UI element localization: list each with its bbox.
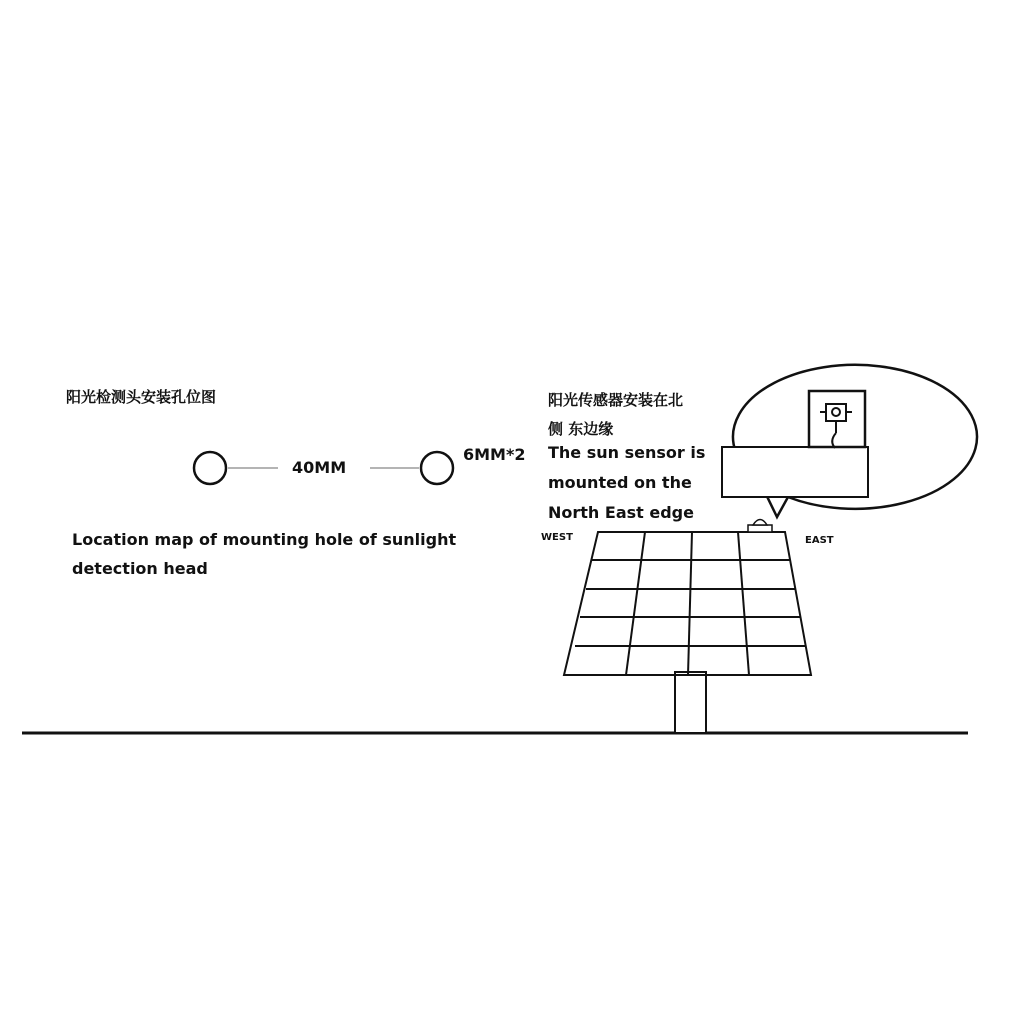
callout-panel-edge xyxy=(722,447,868,497)
support-post xyxy=(675,672,706,733)
hole-map-caption-line1: Location map of mounting hole of sunlight xyxy=(72,530,457,549)
west-label: WEST xyxy=(541,532,573,543)
sun-sensor-on-panel xyxy=(748,520,772,533)
sensor-note-zh-line2: 侧 东边缘 xyxy=(548,420,614,438)
sensor-note-en-line1: The sun sensor is xyxy=(548,443,706,462)
callout-sensor-plate xyxy=(809,391,865,447)
sensor-note-en-line2: mounted on the xyxy=(548,473,692,492)
solar-panel xyxy=(564,532,811,675)
spacing-label: 40MM xyxy=(292,458,347,477)
mounting-hole-right xyxy=(421,452,453,484)
hole-map-caption-line2: detection head xyxy=(72,559,208,578)
hole-map-title: 阳光检测头安装孔位图 xyxy=(66,388,217,406)
sensor-note-en-line3: North East edge xyxy=(548,503,694,522)
hole-size-label: 6MM*2 xyxy=(463,445,526,464)
east-label: EAST xyxy=(805,535,834,546)
mounting-hole-left xyxy=(194,452,226,484)
sensor-note-zh-line1: 阳光传感器安装在北 xyxy=(548,391,684,409)
